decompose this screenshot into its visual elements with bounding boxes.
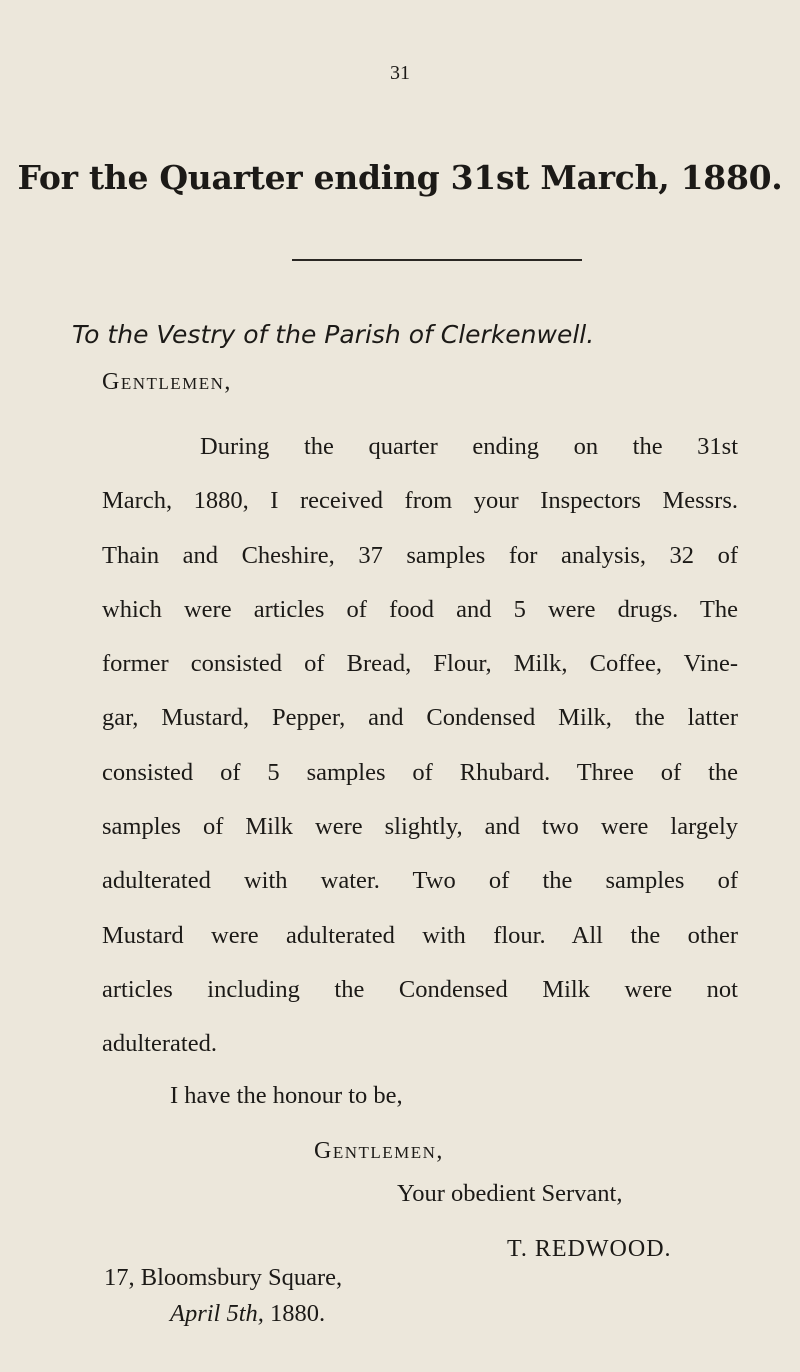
body-line: adulterated. bbox=[102, 1030, 217, 1058]
body-line: March, 1880, I received from your Inspectors Messrs. bbox=[102, 487, 738, 515]
divider-rule bbox=[292, 259, 582, 261]
address-date-italic: April 5th, bbox=[170, 1300, 264, 1327]
body-line: former consisted of Bread, Flour, Milk, Coffee, Vine- bbox=[102, 650, 738, 678]
addressee-line: To the Vestry of the Parish of Clerkenwell. bbox=[72, 320, 595, 349]
address-date bbox=[170, 1300, 325, 1328]
body-line: articles including the Condensed Milk were not bbox=[102, 975, 738, 1003]
page-number: 31 bbox=[390, 62, 410, 84]
signature-name: T. REDWOOD. bbox=[507, 1236, 672, 1262]
closing-phrase: I have the honour to be, bbox=[170, 1082, 403, 1109]
address-year: 1880. bbox=[263, 1300, 326, 1327]
body-line: Mustard were adulterated with flour. All the other bbox=[102, 921, 738, 949]
closing-salutation: Gentlemen, bbox=[314, 1138, 444, 1164]
body-line: which were articles of food and 5 were drugs. The bbox=[102, 595, 738, 623]
address-street: 17, Bloomsbury Square, bbox=[104, 1264, 343, 1291]
closing-servant: Your obedient Servant, bbox=[397, 1180, 623, 1207]
body-line: samples of Milk were slightly, and two were largely bbox=[102, 813, 738, 841]
body-line: During the quarter ending on the 31st bbox=[200, 433, 738, 460]
letter-body bbox=[102, 420, 738, 1072]
salutation: Gentlemen, bbox=[102, 369, 232, 395]
body-line: Thain and Cheshire, 37 samples for analysis, 32 of bbox=[102, 541, 738, 569]
body-line: consisted of 5 samples of Rhubard. Three of the bbox=[102, 758, 738, 786]
body-line: gar, Mustard, Pepper, and Condensed Milk, the latter bbox=[102, 704, 738, 732]
body-line: adulterated with water. Two of the samples of bbox=[102, 867, 738, 895]
page-heading: For the Quarter ending 31st March, 1880. bbox=[17, 158, 783, 197]
